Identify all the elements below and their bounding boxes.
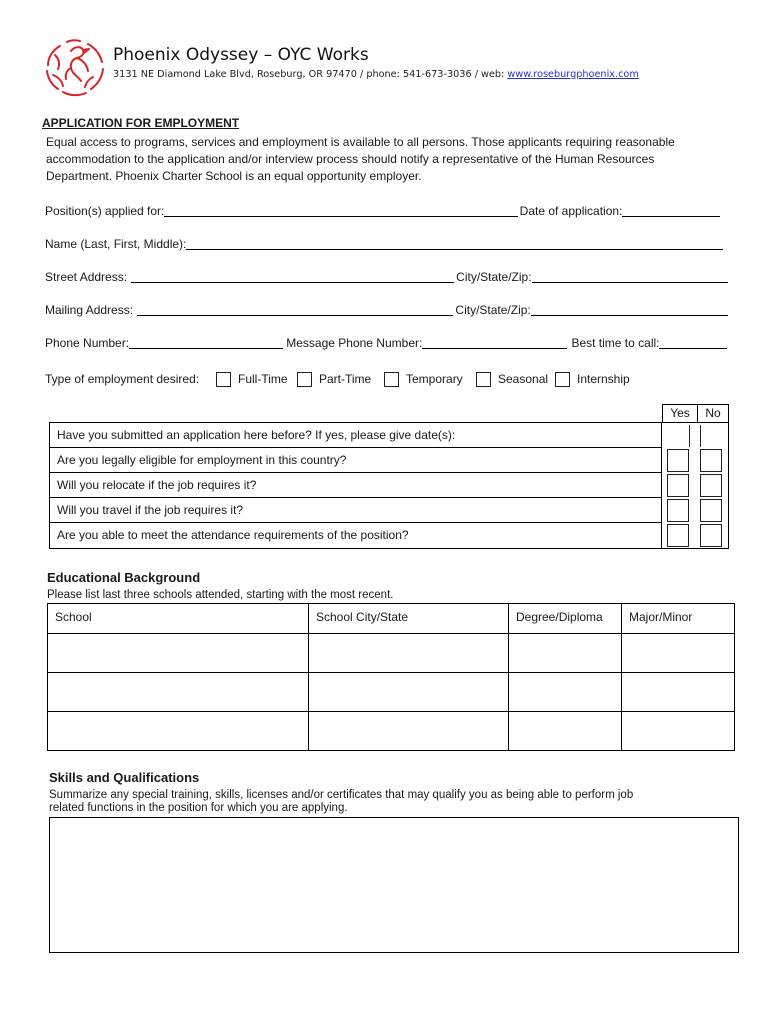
degree-diploma-cell[interactable] [509, 712, 622, 751]
street-address-input[interactable] [131, 271, 454, 283]
major-minor-cell[interactable] [622, 634, 735, 673]
contact-line [113, 69, 639, 81]
degree-diploma-cell[interactable] [509, 673, 622, 712]
form-title: APPLICATION FOR EMPLOYMENT [42, 116, 240, 130]
skills-instruction-line: Summarize any special training, skills, licenses and/or certificates that may qualify you as being able to perform job [49, 789, 634, 801]
yes-checkbox[interactable] [667, 499, 689, 522]
question-row [50, 423, 728, 448]
temporary-label: Temporary [406, 372, 463, 386]
degree-diploma-cell[interactable] [509, 634, 622, 673]
school-city-state-cell[interactable] [309, 712, 509, 751]
mailing-city-state-zip-label: City/State/Zip: [455, 303, 531, 317]
option-part-time [297, 372, 384, 387]
yes-no-header [662, 404, 729, 423]
full-time-label: Full-Time [238, 372, 288, 386]
no-cell[interactable] [697, 423, 728, 448]
yes-column-header: Yes [663, 405, 698, 423]
intro-line: Department. Phoenix Charter School is an equal opportunity employer. [46, 169, 422, 183]
internship-label: Internship [577, 372, 630, 386]
question-text: Will you relocate if the job requires it? [50, 473, 662, 498]
yes-cell-divider [689, 425, 690, 447]
education-table [47, 603, 735, 751]
message-phone-label: Message Phone Number: [286, 336, 423, 350]
major-minor-cell[interactable] [622, 712, 735, 751]
major-minor-cell[interactable] [622, 673, 735, 712]
street-address-label: Street Address: [45, 270, 128, 284]
position-row [45, 204, 720, 218]
school-cell[interactable] [48, 634, 309, 673]
education-row [48, 712, 735, 751]
column-header-school: School [48, 604, 309, 634]
part-time-checkbox[interactable] [297, 372, 312, 387]
question-text: Will you travel if the job requires it? [50, 498, 662, 523]
mailing-address-input[interactable] [137, 304, 453, 316]
yes-cell [662, 448, 697, 473]
column-header-school-city-state: School City/State [309, 604, 509, 634]
temporary-checkbox[interactable] [384, 372, 399, 387]
yes-cell [662, 523, 697, 548]
mailing-city-state-zip-input[interactable] [531, 304, 728, 316]
phone-input[interactable] [129, 337, 283, 349]
name-row [45, 237, 723, 251]
position-input[interactable] [164, 205, 517, 217]
message-phone-input[interactable] [422, 337, 567, 349]
question-row [50, 473, 728, 498]
name-input[interactable] [186, 238, 723, 250]
no-checkbox[interactable] [700, 499, 722, 522]
education-row [48, 634, 735, 673]
question-row [50, 448, 728, 473]
date-of-application-label: Date of application: [519, 204, 623, 218]
website-link[interactable]: www.roseburgphoenix.com [507, 69, 639, 80]
phone-label: Phone Number: [45, 336, 130, 350]
yes-cell [662, 498, 697, 523]
education-heading: Educational Background [47, 570, 201, 585]
option-internship [555, 372, 630, 387]
mailing-address-label: Mailing Address: [45, 303, 134, 317]
no-cell [697, 523, 728, 548]
education-header-row [48, 604, 735, 634]
date-of-application-input[interactable] [622, 205, 720, 217]
yes-checkbox[interactable] [667, 449, 689, 472]
school-city-state-cell[interactable] [309, 634, 509, 673]
no-checkbox[interactable] [700, 524, 722, 547]
street-city-state-zip-label: City/State/Zip: [456, 270, 532, 284]
internship-checkbox[interactable] [555, 372, 570, 387]
position-label: Position(s) applied for: [45, 204, 165, 218]
employment-type-row [45, 371, 630, 387]
education-instructions: Please list last three schools attended, starting with the most recent. [47, 589, 394, 601]
part-time-label: Part-Time [319, 372, 372, 386]
address-text: 3131 NE Diamond Lake Blvd, Roseburg, OR 97470 / phone: 541-673-3036 / web: [113, 69, 505, 80]
question-text: Are you able to meet the attendance requirements of the position? [50, 523, 662, 548]
skills-instructions [49, 789, 633, 815]
best-time-label: Best time to call: [571, 336, 660, 350]
name-label: Name (Last, First, Middle): [45, 237, 187, 251]
option-temporary [384, 372, 476, 387]
street-city-state-zip-input[interactable] [532, 271, 728, 283]
no-cell [697, 498, 728, 523]
intro-paragraph [46, 134, 675, 185]
phoenix-logo [43, 37, 107, 99]
education-row [48, 673, 735, 712]
intro-line: accommodation to the application and/or interview process should notify a representative of the Human Resources [46, 152, 655, 166]
school-cell[interactable] [48, 712, 309, 751]
no-checkbox[interactable] [700, 449, 722, 472]
school-cell[interactable] [48, 673, 309, 712]
mailing-address-row [45, 303, 728, 317]
option-seasonal [476, 372, 555, 387]
skills-heading: Skills and Qualifications [49, 770, 200, 785]
no-cell [697, 448, 728, 473]
question-row [50, 498, 728, 523]
intro-line: Equal access to programs, services and employment is available to all persons. Those applicants requiring reasonable [46, 135, 675, 149]
skills-instruction-line: related functions in the position for which you are applying. [49, 802, 348, 814]
best-time-input[interactable] [659, 337, 727, 349]
yes-checkbox[interactable] [667, 524, 689, 547]
full-time-checkbox[interactable] [216, 372, 231, 387]
yes-cell [662, 473, 697, 498]
no-column-header: No [705, 406, 721, 420]
skills-textarea[interactable] [49, 817, 739, 953]
no-cell-divider [700, 425, 701, 447]
question-text: Have you submitted an application here before? If yes, please give date(s): [50, 423, 662, 448]
street-address-row [45, 270, 728, 284]
organization-name: Phoenix Odyssey – OYC Works [113, 45, 369, 65]
no-checkbox[interactable] [700, 474, 722, 497]
yes-cell[interactable] [662, 423, 697, 448]
seasonal-label: Seasonal [498, 372, 549, 386]
option-full-time [216, 372, 297, 387]
employment-type-label: Type of employment desired: [45, 372, 200, 386]
question-row [50, 523, 728, 548]
question-text: Are you legally eligible for employment in this country? [50, 448, 662, 473]
column-header-major-minor: Major/Minor [622, 604, 735, 634]
yes-checkbox[interactable] [667, 474, 689, 497]
yes-no-questions-table [49, 422, 729, 549]
school-city-state-cell[interactable] [309, 673, 509, 712]
phone-row [45, 336, 727, 350]
no-cell [697, 473, 728, 498]
seasonal-checkbox[interactable] [476, 372, 491, 387]
column-header-degree-diploma: Degree/Diploma [509, 604, 622, 634]
